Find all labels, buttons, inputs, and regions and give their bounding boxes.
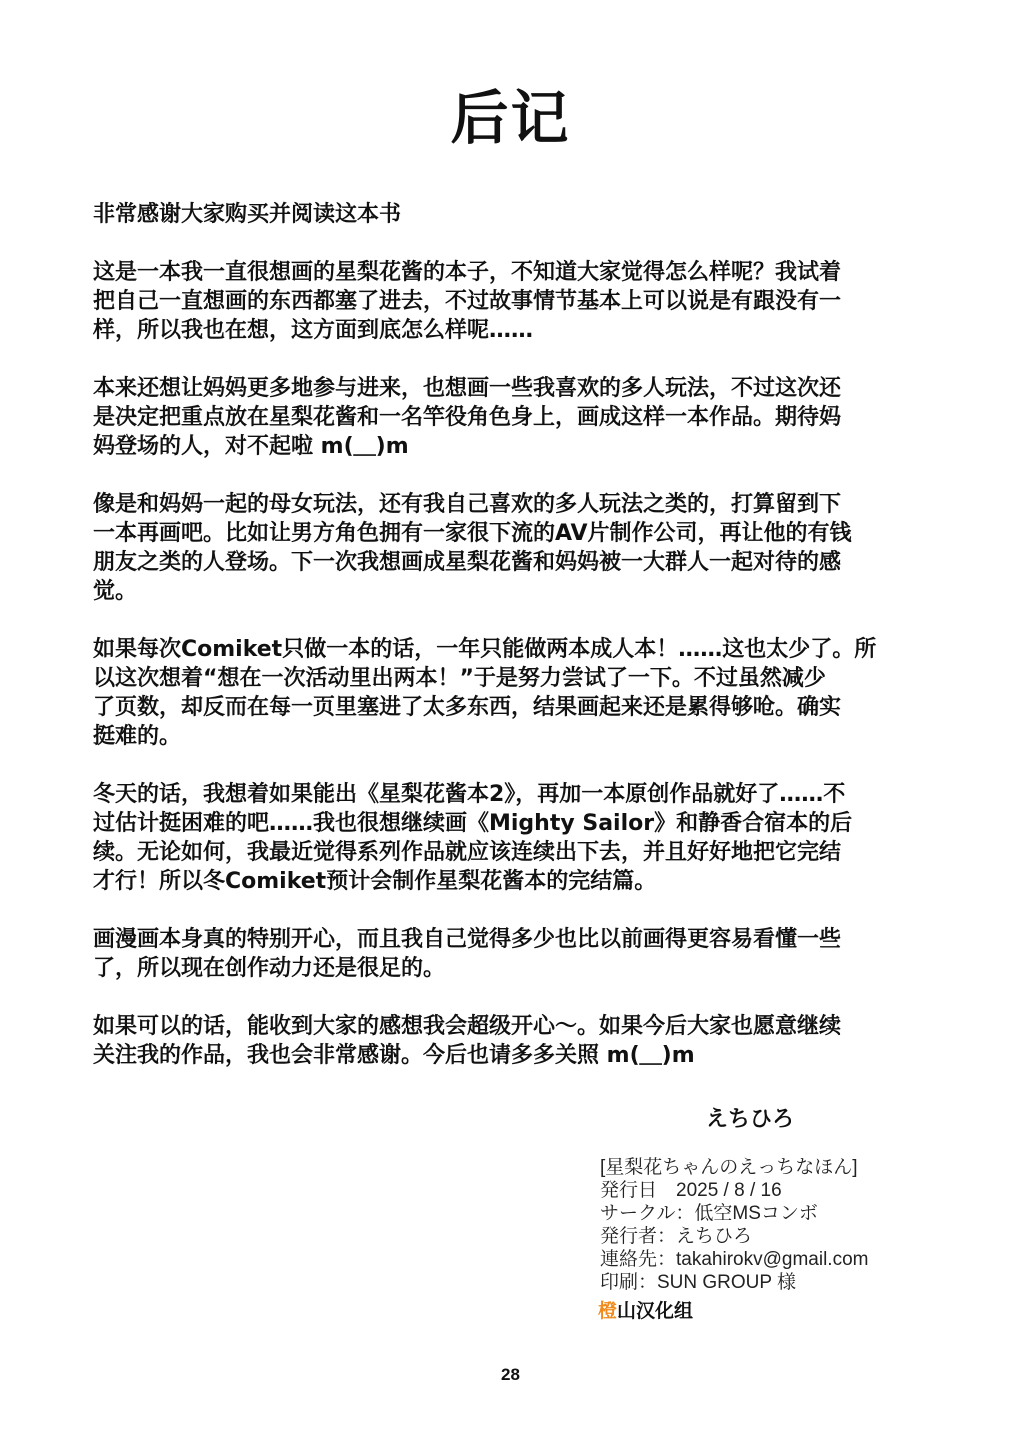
colophon-contact: 連絡先：takahirokv@gmail.com: [600, 1249, 869, 1270]
credit-text: 山汉化组: [617, 1300, 694, 1322]
paragraph-line: 了，所以现在创作动力还是很足的。: [93, 956, 446, 981]
paragraph-line: 样，所以我也在想，这方面到底怎么样呢……: [93, 318, 534, 343]
paragraph: [93, 635, 933, 751]
paragraph-line: 觉。: [93, 579, 138, 604]
colophon-publisher: 発行者：えちひろ: [600, 1226, 753, 1247]
paragraph: [93, 1012, 933, 1070]
paragraph-line: 才行！所以冬Comiket预计会制作星梨花酱本的完结篇。: [93, 869, 657, 894]
paragraph-line: 过估计挺困难的吧……我也很想继续画《Mighty Sailor》和静香合宿本的后: [93, 811, 853, 836]
paragraph: [93, 925, 933, 983]
paragraph-line: 一本再画吧。比如让男方角色拥有一家很下流的AV片制作公司，再让他的有钱: [93, 521, 852, 546]
paragraph: [93, 490, 933, 606]
paragraph-line: 以这次想着“想在一次活动里出两本！”于是努力尝试了一下。不过虽然减少: [93, 666, 826, 691]
paragraph-line: 关注我的作品，我也会非常感谢。今后也请多多关照 m(＿)m: [93, 1043, 695, 1068]
page-title: 后记: [450, 84, 571, 152]
colophon-issue-date: 発行日 2025 / 8 / 16: [600, 1180, 782, 1201]
paragraph-line: 朋友之类的人登场。下一次我想画成星梨花酱和妈妈被一大群人一起对待的感: [93, 550, 842, 575]
afterword-body: [93, 200, 933, 1099]
paragraph-line: 挺难的。: [93, 724, 182, 749]
paragraph: [93, 780, 933, 896]
paragraph-line: 像是和妈妈一起的母女玩法，还有我自己喜欢的多人玩法之类的，打算留到下: [93, 492, 842, 517]
translation-group-credit: [598, 1298, 693, 1324]
colophon-printer: 印刷：SUN GROUP 様: [600, 1272, 797, 1293]
paragraph-line: 是决定把重点放在星梨花酱和一名竿役角色身上，画成这样一本作品。期待妈: [93, 405, 842, 430]
paragraph: [93, 374, 933, 461]
paragraph-line: 非常感谢大家购买并阅读这本书: [93, 202, 402, 227]
author-signature: えちひろ: [706, 1107, 795, 1132]
paragraph-line: 画漫画本身真的特别开心，而且我自己觉得多少也比以前画得更容易看懂一些: [93, 927, 842, 952]
colophon-book-title: [星梨花ちゃんのえっちなほん]: [600, 1157, 858, 1178]
paragraph-line: 如果可以的话，能收到大家的感想我会超级开心～。如果今后大家也愿意继续: [93, 1014, 842, 1039]
paragraph-line: 冬天的话，我想着如果能出《星梨花酱本2》，再加一本原创作品就好了……不: [93, 782, 846, 807]
paragraph-line: 续。无论如何，我最近觉得系列作品就应该连续出下去，并且好好地把它完结: [93, 840, 842, 865]
paragraph-line: 了页数，却反而在每一页里塞进了太多东西，结果画起来还是累得够呛。确实: [93, 695, 842, 720]
paragraph: [93, 200, 933, 229]
page-number: 28: [501, 1365, 520, 1384]
paragraph-line: 把自己一直想画的东西都塞了进去，不过故事情节基本上可以说是有跟没有一: [93, 289, 842, 314]
paragraph-line: 这是一本我一直很想画的星梨花酱的本子，不知道大家觉得怎么样呢？我试着: [93, 260, 842, 285]
paragraph-line: 本来还想让妈妈更多地参与进来，也想画一些我喜欢的多人玩法，不过这次还: [93, 376, 842, 401]
credit-accent-char: 橙: [598, 1300, 618, 1322]
paragraph-line: 妈登场的人，对不起啦 m(＿)m: [93, 434, 409, 459]
paragraph-line: 如果每次Comiket只做一本的话，一年只能做两本成人本！……这也太少了。所: [93, 637, 877, 662]
colophon-circle: サークル：低空MSコンボ: [600, 1203, 818, 1224]
colophon: [600, 1156, 868, 1294]
paragraph: [93, 258, 933, 345]
